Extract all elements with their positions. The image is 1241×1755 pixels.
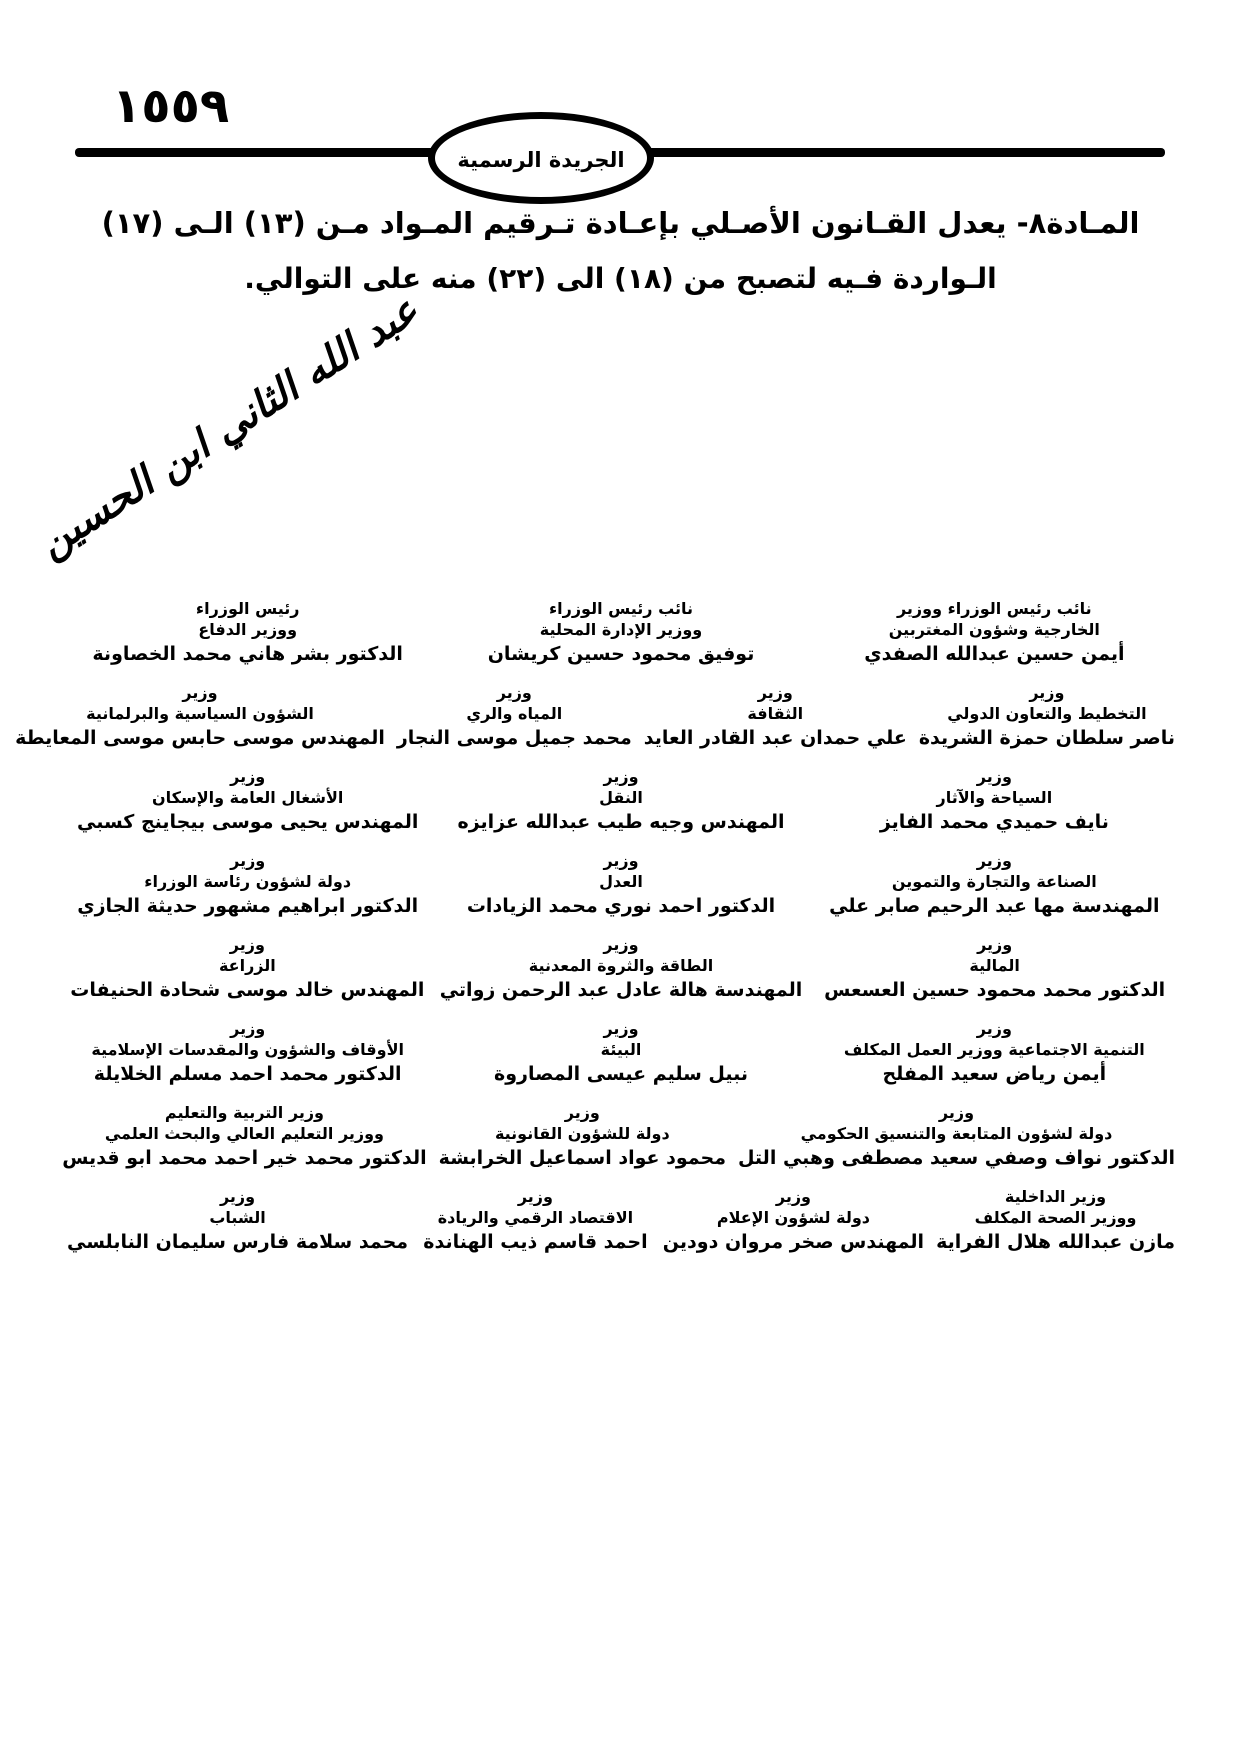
minister-title-line: المالية: [969, 956, 1020, 975]
minister-entry: [61, 766, 434, 836]
minister-title-line: وزير: [938, 1103, 975, 1122]
minister-title-line: وزير: [230, 767, 266, 786]
minister-title-line: وزير: [603, 767, 639, 786]
minister-title-line: وزير التربية والتعليم: [164, 1103, 324, 1122]
minister-name: أيمن حسين عبدالله الصفدي: [864, 643, 1125, 665]
minister-name: المهندس موسى حابس موسى المعايطة: [15, 727, 385, 749]
minister-title-line: وزير: [182, 683, 218, 702]
minister-title-line: السياحة والآثار: [936, 788, 1053, 807]
minister-entry: [61, 850, 434, 920]
minister-name: نبيل سليم عيسى المصاروة: [493, 1063, 749, 1085]
article-text: [0, 196, 1241, 306]
minister-title-line: التخطيط والتعاون الدولي: [947, 704, 1147, 723]
minister-title-line: وزير: [775, 1187, 811, 1206]
minister-entry: [657, 1186, 930, 1256]
minister-title-line: وزير: [230, 851, 266, 870]
minister-entry: [391, 682, 638, 752]
minister-title-line: الطاقة والثروة المعدنية: [528, 956, 714, 975]
minister-entry: [808, 598, 1181, 668]
minister-name: الدكتور بشر هاني محمد الخصاونة: [92, 643, 403, 665]
minister-title-line: العدل: [599, 872, 643, 891]
ministers-row: [61, 1102, 1181, 1172]
ministers-row: [61, 850, 1181, 920]
minister-title-line: نائب رئيس الوزراء: [548, 599, 694, 618]
minister-title-line: الخارجية وشؤون المغتربين: [888, 620, 1100, 639]
minister-title-line: ووزير التعليم العالي والبحث العلمي: [104, 1124, 384, 1143]
minister-title-line: الشباب: [209, 1208, 266, 1227]
minister-title-line: وزير: [976, 767, 1012, 786]
minister-title-line: وزير: [517, 1187, 553, 1206]
ministers-row: [61, 1186, 1181, 1256]
minister-entry: [434, 934, 809, 1004]
minister-entry: [638, 682, 913, 752]
minister-name: المهندس خالد موسى شحادة الحنيفات: [70, 979, 425, 1001]
minister-entry: [433, 1102, 732, 1172]
minister-name: الدكتور احمد نوري محمد الزيادات: [466, 895, 776, 917]
minister-title-line: ووزير الدفاع: [198, 620, 298, 639]
minister-title-line: وزير: [603, 1019, 639, 1038]
minister-title-line: وزير: [977, 935, 1013, 954]
minister-name: المهندس يحيى موسى بيجاينج كسبي: [76, 811, 419, 833]
minister-title-line: الثقافة: [747, 704, 804, 723]
minister-name: ناصر سلطان حمزة الشريدة: [918, 727, 1175, 749]
minister-name: علي حمدان عبد القادر العايد: [643, 727, 907, 749]
minister-title-line: دولة لشؤون رئاسة الوزراء: [144, 872, 352, 891]
minister-title-line: التنمية الاجتماعية ووزير العمل المكلف: [843, 1040, 1145, 1059]
minister-title-line: وزير: [564, 1103, 600, 1122]
minister-title-line: الأشغال العامة والإسكان: [151, 788, 344, 807]
minister-name: الدكتور محمد محمود حسين العسعس: [824, 979, 1166, 1001]
minister-name: المهندسة هالة عادل عبد الرحمن زواتي: [439, 979, 803, 1001]
minister-name: محمد جميل موسى النجار: [396, 727, 632, 749]
minister-title-line: وزير: [219, 1187, 256, 1206]
minister-title-line: وزير: [229, 935, 265, 954]
gazette-header: [0, 110, 1241, 200]
minister-name: المهندس وجيه طيب عبدالله عزايزه: [457, 811, 785, 833]
minister-title-line: رئيس الوزراء: [195, 599, 300, 618]
minister-title-line: الشؤون السياسية والبرلمانية: [86, 704, 314, 723]
minister-title-line: وزير: [603, 935, 639, 954]
minister-entry: [61, 934, 434, 1004]
minister-entry: [808, 766, 1181, 836]
minister-title-line: وزير: [1029, 683, 1065, 702]
minister-title-line: وزير: [757, 683, 793, 702]
minister-name: المهندس صخر مروان دودين: [662, 1231, 925, 1253]
ministers-row: [61, 1018, 1181, 1088]
royal-signature: عبد الله الثاني ابن الحسين: [30, 287, 427, 568]
minister-title-line: دولة لشؤون المتابعة والتنسيق الحكومي: [800, 1124, 1113, 1143]
minister-title-line: النقل: [599, 788, 643, 807]
minister-entry: [61, 598, 434, 668]
minister-entry: [61, 1186, 414, 1256]
minister-title-line: الاقتصاد الرقمي والريادة: [437, 1208, 634, 1227]
minister-entry: [732, 1102, 1181, 1172]
minister-name: محمود عواد اسماعيل الخرابشة: [438, 1147, 726, 1169]
minister-name: توفيق محمود حسين كريشان: [487, 643, 755, 665]
minister-entry: [808, 1018, 1181, 1088]
minister-name: الدكتور محمد خير احمد محمد ابو قديس: [62, 1147, 427, 1169]
ministers-row: [61, 766, 1181, 836]
minister-title-line: الزراعة: [218, 956, 276, 975]
minister-title-line: البيئة: [600, 1040, 642, 1059]
gazette-oval: [428, 112, 654, 204]
minister-title-line: وزير: [496, 683, 532, 702]
minister-name: محمد سلامة فارس سليمان النابلسي: [67, 1231, 409, 1253]
minister-title-line: ووزير الصحة المكلف: [974, 1208, 1137, 1227]
minister-entry: [434, 850, 807, 920]
minister-title-line: ووزير الإدارة المحلية: [539, 620, 703, 639]
minister-entry: [9, 682, 391, 752]
ministers-row: [61, 598, 1181, 668]
ministers-row: [61, 934, 1181, 1004]
minister-title-line: وزير: [603, 851, 639, 870]
minister-title-line: المياه والري: [466, 704, 563, 723]
minister-title-line: دولة للشؤون القانونية: [494, 1124, 670, 1143]
minister-entry: [434, 766, 807, 836]
minister-name: الدكتور نواف وصفي سعيد مصطفى وهبي التل: [737, 1147, 1175, 1169]
minister-entry: [414, 1186, 657, 1256]
minister-title-line: وزير: [976, 851, 1012, 870]
minister-name: نايف حميدي محمد الفايز: [879, 811, 1109, 833]
gazette-title: الجريدة الرسمية: [457, 148, 625, 172]
page-number: ١٥٥٩: [112, 78, 230, 134]
minister-entry: [434, 598, 807, 668]
minister-name: أيمن رياض سعيد المفلح: [882, 1063, 1107, 1085]
article-line-2: الـواردة فـيه لتصبح من (١٨) الى (٢٢) منه على التوالي.: [244, 262, 997, 295]
minister-title-line: وزير الداخلية: [1004, 1187, 1107, 1206]
minister-title-line: وزير: [976, 1019, 1012, 1038]
minister-entry: [913, 682, 1181, 752]
minister-name: الدكتور محمد احمد مسلم الخلايلة: [93, 1063, 402, 1085]
minister-entry: [434, 1018, 807, 1088]
minister-title-line: وزير: [230, 1019, 266, 1038]
minister-title-line: دولة لشؤون الإعلام: [716, 1208, 870, 1227]
minister-entry: [61, 1018, 434, 1088]
minister-entry: [56, 1102, 432, 1172]
minister-title-line: الأوقاف والشؤون والمقدسات الإسلامية: [91, 1040, 404, 1059]
minister-title-line: الصناعة والتجارة والتموين: [891, 872, 1097, 891]
article-line-1: المـادة٨- يعدل القـانون الأصـلي بإعـادة تـرقيم المـواد مـن (١٣) الـى (١٧): [101, 206, 1140, 240]
ministers-row: [15, 682, 1181, 752]
minister-name: مازن عبدالله هلال الفراية: [936, 1231, 1175, 1253]
minister-entry: [808, 850, 1181, 920]
minister-entry: [930, 1186, 1181, 1256]
minister-name: المهندسة مها عبد الرحيم صابر علي: [829, 895, 1160, 917]
minister-name: الدكتور ابراهيم مشهور حديثة الجازي: [77, 895, 419, 917]
minister-title-line: نائب رئيس الوزراء ووزير: [896, 599, 1092, 618]
ministers-grid: [15, 598, 1181, 1270]
minister-name: احمد قاسم ذيب الهناندة: [423, 1231, 648, 1253]
minister-entry: [808, 934, 1181, 1004]
